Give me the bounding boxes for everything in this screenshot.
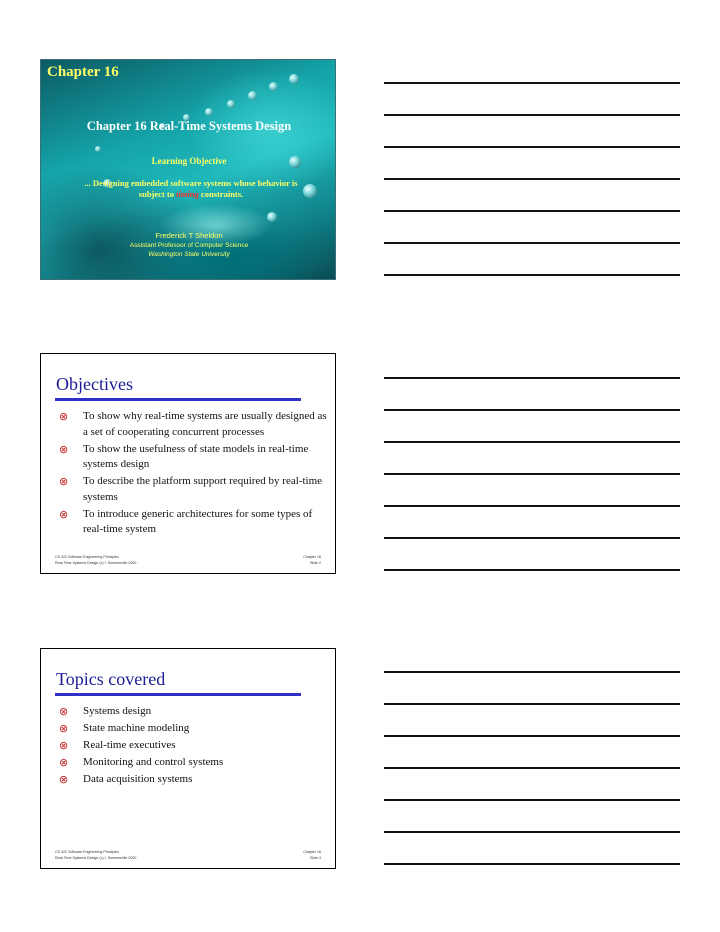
list-item (59, 738, 329, 754)
circled-x-bullet-icon: ⊗ (59, 739, 69, 752)
circled-x-bullet-icon: ⊗ (59, 705, 69, 718)
note-line (384, 505, 680, 507)
footer-course: CS 422 Software Engineering Principles (55, 555, 119, 559)
slide-title: Chapter 16 Real-Time Systems Design (86, 119, 292, 133)
list-item-text: To show why real-time systems are usually designed as a set of cooperating concurrent processes (83, 410, 327, 438)
note-line (384, 242, 680, 244)
note-line (384, 441, 680, 443)
learning-objective-heading: Learning Objective (151, 156, 227, 166)
list-item-text: Real-time executives (83, 739, 176, 751)
note-line (384, 735, 680, 737)
circled-x-bullet-icon: ⊗ (59, 410, 69, 423)
list-item-text: To introduce generic architectures for some types of real-time system (83, 507, 313, 535)
footer-course: CS 422 Software Engineering Principles (55, 850, 119, 854)
note-line (384, 767, 680, 769)
bullet-list (59, 409, 329, 539)
note-line (384, 377, 680, 379)
list-item (59, 772, 329, 788)
footer-copyright: Real-Time Systems Design (c) I. Sommerville 2000 (55, 856, 137, 860)
note-line (384, 537, 680, 539)
footer-chapter: Chapter 16 (303, 850, 321, 854)
note-line (384, 473, 680, 475)
note-line (384, 569, 680, 571)
note-line (384, 831, 680, 833)
note-line (384, 178, 680, 180)
learning-objective-text-end: constraints. (198, 189, 244, 199)
note-line (384, 409, 680, 411)
slide-title: Topics covered (56, 669, 166, 689)
title-underline (55, 693, 301, 696)
learning-objective-text (81, 178, 301, 200)
circled-x-bullet-icon: ⊗ (59, 773, 69, 786)
slide-title: Objectives (56, 374, 133, 394)
note-line (384, 146, 680, 148)
list-item (59, 721, 329, 737)
list-item (59, 409, 329, 440)
author-name: Frederick T Sheldon (155, 231, 223, 240)
timing-highlight: timing (176, 189, 199, 199)
decorative-bubble (267, 212, 277, 222)
note-line (384, 863, 680, 865)
chapter-label: Chapter 16 (47, 64, 119, 80)
author-role: Assistant Professor of Computer Science (129, 242, 249, 249)
list-item-text: To describe the platform support required by real-time systems (83, 475, 323, 503)
decorative-bubble (227, 100, 235, 108)
note-line (384, 210, 680, 212)
note-line (384, 799, 680, 801)
title-underline (55, 398, 301, 401)
list-item (59, 442, 329, 473)
list-item-text: Systems design (83, 705, 152, 717)
list-item-text: To show the usefulness of state models in real-time systems design (83, 442, 309, 470)
footer-slide-number: Slide 3 (310, 856, 321, 860)
list-item-text: Data acquisition systems (83, 773, 193, 785)
decorative-bubble (289, 74, 299, 84)
circled-x-bullet-icon: ⊗ (59, 722, 69, 735)
list-item (59, 507, 329, 538)
list-item (59, 474, 329, 505)
decorative-bubble (95, 146, 101, 152)
decorative-bubble (205, 108, 213, 116)
footer-copyright: Real-Time Systems Design (c) I. Sommerville 2000 (55, 561, 137, 565)
footer-chapter: Chapter 16 (303, 555, 321, 559)
circled-x-bullet-icon: ⊗ (59, 507, 69, 521)
decorative-bubble (269, 82, 278, 91)
footer-slide-number: Slide 2 (310, 561, 321, 565)
list-item (59, 704, 329, 720)
decorative-bubble (303, 184, 317, 198)
note-line (384, 703, 680, 705)
learning-objective-text-start: ... Designing embedded software systems whose behavior is subject to (84, 178, 298, 199)
note-line (384, 274, 680, 276)
decorative-bubble (248, 91, 257, 100)
note-line (384, 114, 680, 116)
slide-2-objectives (40, 353, 336, 574)
bullet-list (59, 704, 329, 789)
circled-x-bullet-icon: ⊗ (59, 475, 69, 488)
list-item-text: State machine modeling (83, 722, 190, 734)
slide-1-title (40, 59, 336, 280)
slide-3-topics (40, 648, 336, 869)
circled-x-bullet-icon: ⊗ (59, 756, 69, 769)
list-item (59, 755, 329, 771)
list-item-text: Monitoring and control systems (83, 756, 224, 768)
circled-x-bullet-icon: ⊗ (59, 442, 69, 456)
author-university: Washington State University (148, 251, 230, 258)
note-line (384, 671, 680, 673)
note-line (384, 82, 680, 84)
